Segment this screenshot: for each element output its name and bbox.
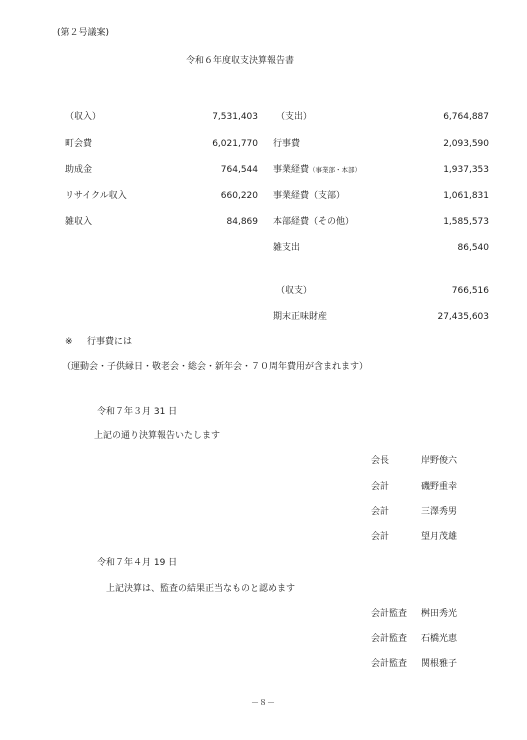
signatory-role: 会計 [371,507,390,517]
income-item-label: 町会費 [65,139,93,149]
signatory-name: 磯野重幸 [421,482,458,492]
auditor-role: 会計監査 [371,659,408,669]
signatory-name: 岸野俊六 [421,456,458,466]
expense-item-label: 事業経費（支部） [273,191,346,201]
net-assets-label: 期末正味財産 [273,312,328,322]
signatory-role: 会計 [371,482,390,492]
net-assets-value: 27,435,603 [437,312,489,322]
expense-item-label: 雑支出 [273,243,301,253]
income-item-value: 6,021,770 [212,139,258,149]
report-statement: 上記の通り決算報告いたします [94,431,221,441]
expense-item-value: 1,937,353 [443,165,489,175]
agenda-label: (第２号議案) [57,28,110,38]
auditor-role: 会計監査 [371,634,408,644]
page-number: －８－ [251,698,275,707]
note-line-2: （運動会・子供縁日・敬老会・総会・新年会・７０周年費用が含まれます） [62,362,369,372]
note-mark: ※ [65,337,73,347]
signatory-name: 望月茂雄 [421,532,458,542]
expense-item-value: 1,585,573 [443,217,489,227]
report-date: 令和７年３月 31 日 [97,407,178,417]
signatory-role: 会計 [371,532,390,542]
auditor-name: 桝田秀光 [421,609,458,619]
auditor-name: 関根雅子 [421,659,458,669]
income-item-value: 764,544 [220,165,258,175]
expense-item-note: （事業部・本部） [309,166,362,174]
income-heading: （収入） [65,112,102,122]
expense-item-value: 2,093,590 [443,139,489,149]
audit-statement: 上記決算は、監査の結果正当なものと認めます [106,584,296,594]
expense-total: 6,764,887 [443,112,489,122]
signatory-role: 会長 [371,456,390,466]
document-title: 令和６年度収支決算報告書 [186,56,295,66]
expense-item-label: 行事費 [273,139,301,149]
audit-date: 令和７年４月 19 日 [97,558,178,568]
income-item-value: 84,869 [226,217,258,227]
expense-item-label-text: 事業経費 [273,165,310,175]
expense-item-value: 1,061,831 [443,191,489,201]
signatory-name: 三澤秀男 [421,507,458,517]
expense-item-label: 本部経費（その他） [273,217,355,227]
note-line-1: 行事費には [87,337,133,347]
income-item-value: 660,220 [220,191,258,201]
balance-label: （収支） [276,286,313,296]
income-item-label: 雑収入 [65,217,93,227]
auditor-name: 石橋光恵 [421,634,458,644]
income-item-label: リサイクル収入 [65,191,127,201]
balance-value: 766,516 [451,286,489,296]
expense-item-value: 86,540 [457,243,489,253]
auditor-role: 会計監査 [371,609,408,619]
income-total: 7,531,403 [212,112,258,122]
expense-item-label [273,166,361,175]
expense-heading: （支出） [276,112,313,122]
income-item-label: 助成金 [65,165,93,175]
